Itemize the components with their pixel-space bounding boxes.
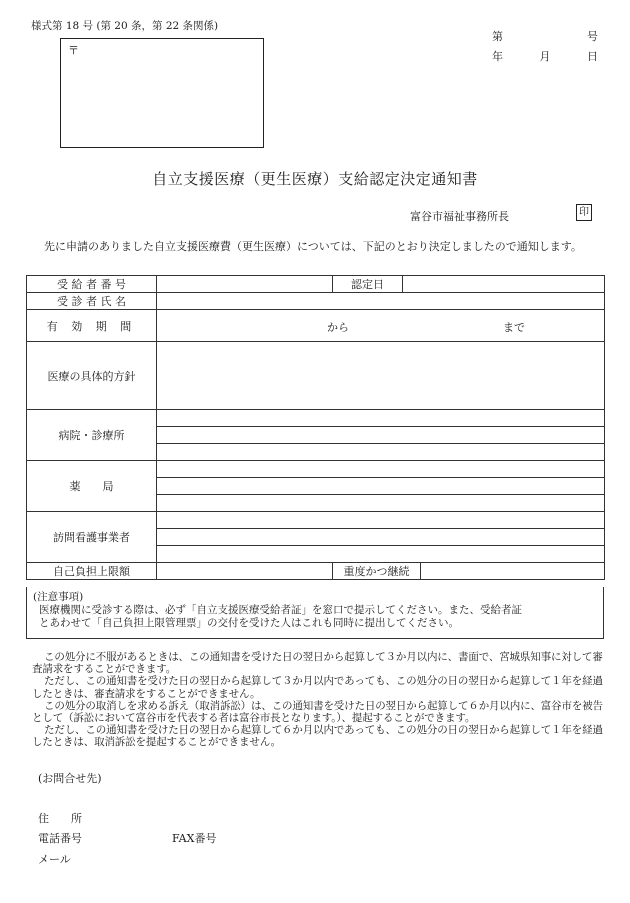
appeal-paragraph-3: この処分の取消しを求める訴え（取消訴訟）は、この通知書を受けた日の翌日から起算して６か月以内に、富谷市を被告として（訴訟において富谷市を代表する者は富谷市長となります。）、提起することができます。	[32, 699, 603, 725]
contact-fax-label: FAX番号	[172, 832, 217, 845]
contact-phone-label: 電話番号	[38, 832, 82, 845]
label-copay-limit: 自己負担上限額	[27, 563, 157, 580]
seal-mark: 印	[576, 204, 592, 221]
pharmacy-row-3	[157, 495, 605, 512]
value-recipient-number	[157, 276, 333, 293]
contact-email-label: メール	[38, 853, 71, 866]
doc-number-suffix: 号	[587, 30, 598, 43]
date-line	[492, 48, 598, 64]
hospital-row-3	[157, 444, 605, 461]
hospital-row-1	[157, 410, 605, 427]
label-certification-date: 認定日	[333, 276, 403, 293]
pharmacy-row-1	[157, 461, 605, 478]
home-nursing-row-3	[157, 546, 605, 563]
home-nursing-row-1	[157, 512, 605, 529]
date-year: 年	[492, 50, 503, 63]
address-box	[60, 38, 264, 148]
label-validity-period	[27, 310, 157, 342]
period-from: から	[327, 321, 349, 334]
pharmacy-row-2	[157, 478, 605, 495]
label-severe-continuous: 重度かつ継続	[333, 563, 421, 580]
value-certification-date	[403, 276, 605, 293]
doc-number-prefix: 第	[492, 30, 503, 43]
notes-box	[26, 587, 604, 639]
appeal-paragraph-1: この処分に不服があるときは、この通知書を受けた日の翌日から起算して３か月以内に、書面で、宮城県知事に対して審査請求をすることができます。	[32, 651, 603, 676]
value-treatment-policy	[157, 342, 605, 410]
document-number-line	[492, 28, 598, 44]
notes-line-2: とあわせて「自己負担上限管理票」の交付を受けた人はこれも同時に提出してください。	[39, 617, 459, 629]
intro-text: 先に申請のありました自立支援医療費（更生医療）については、下記のとおり決定しましたので通知します。	[44, 240, 582, 253]
notes-line-1: 医療機関に受診する際は、必ず「自立支援医療受給者証」を窓口で提示してください。また、受給者証	[39, 604, 522, 616]
appeal-paragraph-4: ただし、この通知書を受けた日の翌日から起算して６か月以内であっても、この処分の日の翌日から起算して１年を経過したときは、取消訴訟を提起することができません。	[32, 724, 603, 749]
value-patient-name	[157, 293, 605, 310]
label-pharmacy: 薬 局	[27, 461, 157, 512]
label-recipient-number: 受 給 者 番 号	[27, 276, 157, 293]
appeal-paragraph-2: ただし、この通知書を受けた日の翌日から起算して３か月以内であっても、この処分の日の翌日から起算して１年を経過したときは、審査請求をすることができません。	[32, 675, 603, 700]
value-validity-period	[157, 310, 605, 342]
date-day: 日	[587, 50, 598, 63]
postal-mark: 〒	[68, 44, 79, 57]
appeal-notice	[32, 651, 604, 749]
label-validity-period-text: 有 効 期 間	[46, 319, 137, 333]
label-patient-name: 受 診 者 氏 名	[27, 293, 157, 310]
home-nursing-row-2	[157, 529, 605, 546]
notes-heading: (注意事項)	[33, 591, 84, 603]
period-until: まで	[503, 321, 525, 334]
hospital-row-2	[157, 427, 605, 444]
label-treatment-policy: 医療の具体的方針	[27, 342, 157, 410]
issuer-name: 富谷市福祉事務所長	[410, 210, 509, 223]
form-number: 様式第 18 号 (第 20 条，第 22 条関係)	[31, 20, 219, 32]
label-home-nursing: 訪問看護事業者	[27, 512, 157, 563]
contact-address-label: 住 所	[38, 812, 82, 825]
document-title: 自立支援医療（更生医療）支給認定決定通知書	[152, 170, 478, 188]
label-hospital: 病院・診療所	[27, 410, 157, 461]
date-month: 月	[539, 50, 551, 63]
value-copay-limit	[157, 563, 333, 580]
value-severe-continuous	[421, 563, 605, 580]
certification-table	[26, 275, 605, 580]
contact-heading: (お問合せ先)	[38, 772, 102, 785]
